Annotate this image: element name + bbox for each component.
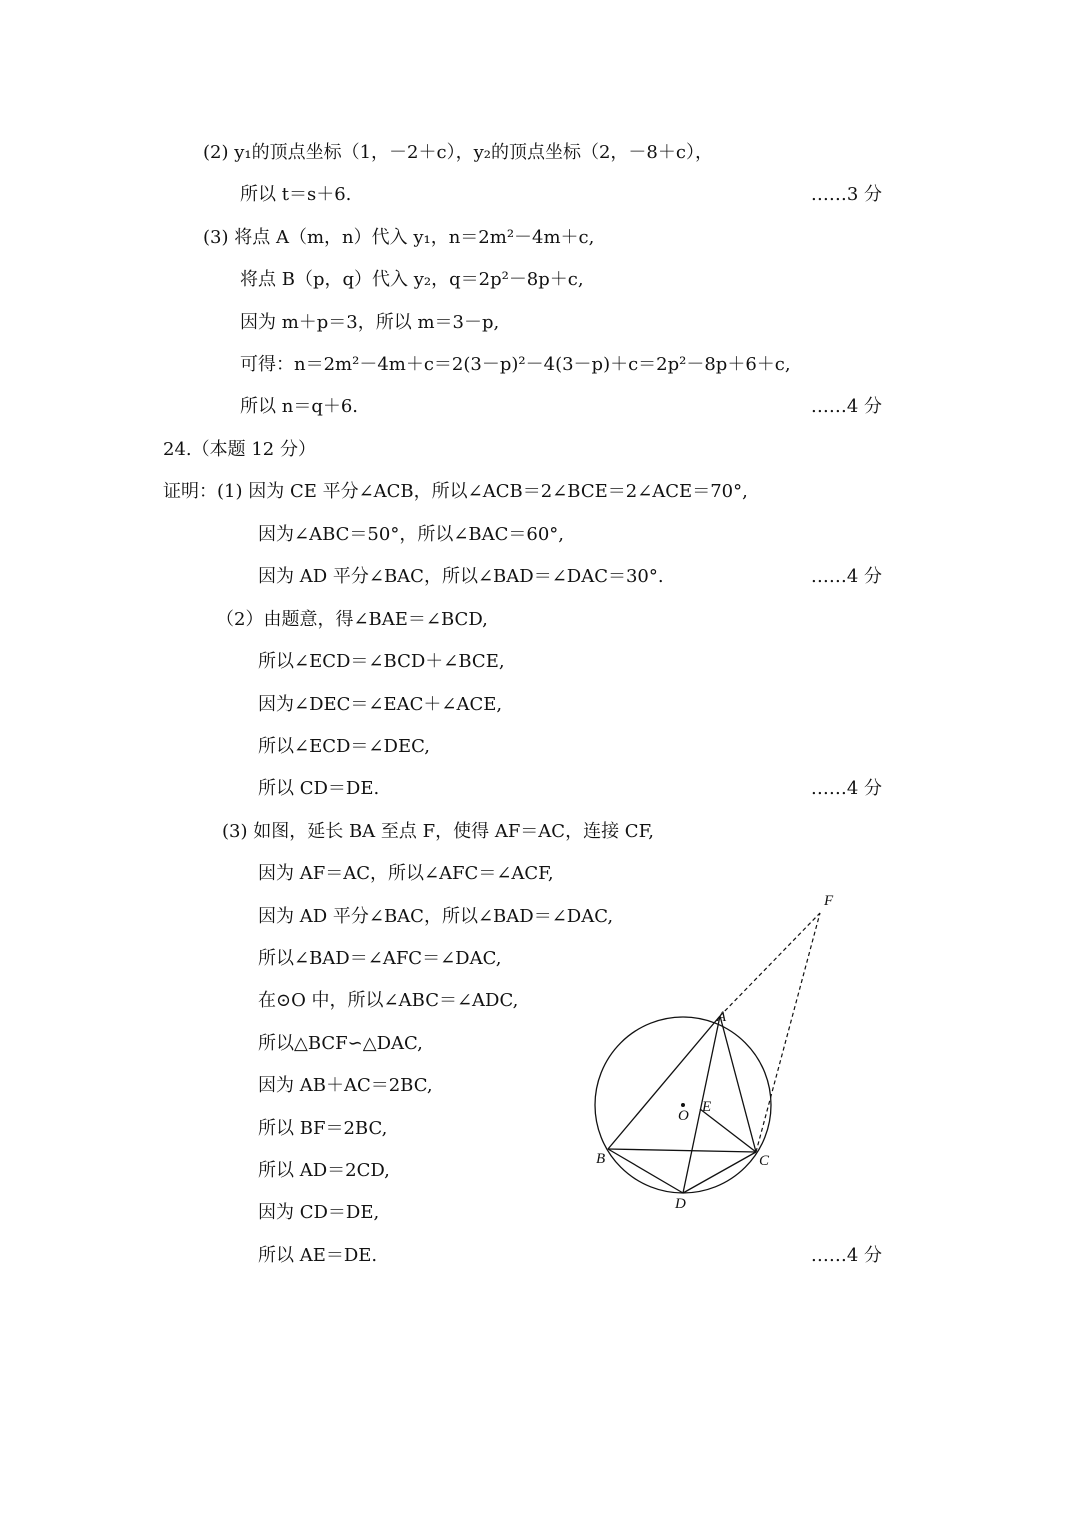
label-b: B (596, 1151, 606, 1167)
label-e: E (702, 1099, 712, 1115)
q24-part2-line5: 所以 CD＝DE. (258, 778, 380, 799)
segment-ab (608, 1016, 720, 1149)
q24-part3-line8: 所以 BF＝2BC, (258, 1118, 388, 1139)
segment-ce (700, 1109, 756, 1152)
label-o: O (678, 1108, 689, 1124)
q24-part1-line1: 证明：(1) 因为 CE 平分∠ACB，所以∠ACB＝2∠BCE＝2∠ACE＝70°, (163, 481, 748, 502)
q23-part2-score: ……3 分 (810, 184, 882, 205)
segment-bd (608, 1149, 683, 1193)
q24-part3-line7: 因为 AB＋AC＝2BC, (258, 1075, 433, 1096)
q24-part1-line2: 因为∠ABC＝50°，所以∠BAC＝60°, (258, 524, 565, 545)
q24-part3-line5: 在⊙O 中，所以∠ABC＝∠ADC, (258, 990, 519, 1011)
q23-part3-line4: 可得：n＝2m²－4m＋c＝2(3－p)²－4(3－p)＋c＝2p²－8p＋6＋c, (240, 354, 791, 375)
q24-part2-line3: 因为∠DEC＝∠EAC＋∠ACE, (258, 694, 503, 715)
q24-part3-line10: 因为 CD＝DE, (258, 1202, 380, 1223)
segment-bc (608, 1149, 756, 1152)
q24-part3-line3: 因为 AD 平分∠BAC，所以∠BAD＝∠DAC, (258, 906, 614, 927)
q24-part2-line4: 所以∠ECD＝∠DEC, (258, 736, 430, 757)
q23-part3-line2: 将点 B（p，q）代入 y₂，q＝2p²－8p＋c, (240, 269, 584, 290)
q24-part1-line3: 因为 AD 平分∠BAC，所以∠BAD＝∠DAC＝30°. (258, 566, 664, 587)
q23-part3-line5: 所以 n＝q＋6. (240, 396, 359, 417)
center-point-o (681, 1103, 685, 1107)
label-c: C (759, 1153, 770, 1169)
label-a: A (717, 1009, 727, 1025)
q23-part2-line2: 所以 t＝s＋6. (240, 184, 352, 205)
q24-part3-score: ……4 分 (810, 1245, 882, 1266)
q24-heading: 24.（本题 12 分） (163, 439, 316, 460)
q24-part2-line2: 所以∠ECD＝∠BCD＋∠BCE, (258, 651, 505, 672)
q24-part3-line2: 因为 AF＝AC，所以∠AFC＝∠ACF, (258, 863, 554, 884)
q24-part2-score: ……4 分 (810, 778, 882, 799)
q24-part1-score: ……4 分 (810, 566, 882, 587)
label-d: D (675, 1196, 686, 1212)
q24-part3-line9: 所以 AD＝2CD, (258, 1160, 390, 1181)
q23-part2-line1: (2) y₁的顶点坐标（1，－2＋c），y₂的顶点坐标（2，－8＋c）， (203, 142, 713, 163)
q24-part3-line6: 所以△BCF∽△DAC, (258, 1033, 423, 1054)
q23-part3-line1: (3) 将点 A（m，n）代入 y₁，n＝2m²－4m＋c, (203, 227, 595, 248)
q23-part3-line3: 因为 m＋p＝3，所以 m＝3－p, (240, 312, 500, 333)
q23-part3-score: ……4 分 (810, 396, 882, 417)
segment-cd (683, 1152, 756, 1193)
q24-part3-line11: 所以 AE＝DE. (258, 1245, 378, 1266)
segment-cf-dashed (756, 913, 820, 1152)
q24-part2-line1: （2）由题意，得∠BAE＝∠BCD, (216, 609, 488, 630)
q24-part3-line4: 所以∠BAD＝∠AFC＝∠DAC, (258, 948, 502, 969)
label-f: F (824, 893, 834, 909)
segment-af-dashed (720, 913, 820, 1016)
geometry-figure (590, 885, 850, 1215)
q24-part3-line1: (3) 如图，延长 BA 至点 F，使得 AF＝AC，连接 CF, (222, 821, 654, 842)
